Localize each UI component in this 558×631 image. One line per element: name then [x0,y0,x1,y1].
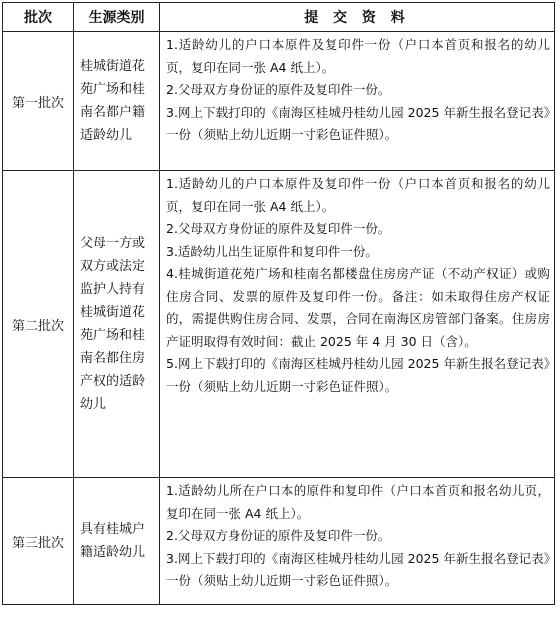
requirements-cell [160,171,555,478]
table-row [3,478,555,605]
batch-cell: 第一批次 [3,32,74,171]
requirements-cell [160,32,555,171]
table-header-row [3,3,555,32]
table-row [3,32,555,171]
enrollment-document [2,2,554,605]
requirement-item: 3.网上下载打印的《南海区桂城丹桂幼儿园 2025 年新生报名登记表》一份（须贴上幼儿近期一寸彩色证件照）。 [166,104,550,142]
requirements-cell [160,478,555,605]
header-category: 生源类别 [74,3,160,32]
requirement-item: 1.适龄幼儿的户口本原件及复印件一份（户口本首页和报名的幼儿页，复印在同一张 A4 纸上）。 [166,37,550,75]
requirement-item: 2.父母双方身份证的原件及复印件一份。 [166,82,391,97]
requirement-item: 3.适龄幼儿出生证原件和复印件一份。 [166,243,378,259]
requirement-item: 5.网上下载打印的《南海区桂城丹桂幼儿园 2025 年新生报名登记表》一份（须贴上幼儿近期一寸彩色证件照）。 [166,356,550,394]
category-cell: 父母一方或双方或法定监护人持有桂城街道花苑广场和桂南名都住房产权的适龄幼儿 [74,171,160,478]
requirement-item: 1.适龄幼儿所在户口本的原件和复印件（户口本首页和报名幼儿页，复印在同一张 A4 纸上）。 [166,483,550,521]
batch-cell: 第二批次 [3,171,74,478]
batch-cell: 第三批次 [3,478,74,605]
requirement-item: 3.网上下载打印的《南海区桂城丹桂幼儿园 2025 年新生报名登记表》一份（须贴上幼儿近期一寸彩色证件照）。 [166,550,550,588]
category-cell: 桂城街道花苑广场和桂南名都户籍适龄幼儿 [74,32,160,171]
table-row [3,171,555,478]
enrollment-requirements-table [2,2,555,605]
requirement-item: 4.桂城街道花苑广场和桂南名都楼盘住房房产证（不动产权证）或购住房合同、发票的原件及复印件一份。备注：如未取得住房产权证的，需提供购住房合同、发票，合同在南海区房管部门备案。住房房产证明取得有效时间：截止 2025 年 4 月 30 日（含）。 [166,266,550,349]
category-cell: 具有桂城户籍适龄幼儿 [74,478,160,605]
header-materials: 提 交 资 料 [160,3,555,32]
requirement-item: 2.父母双方身份证的原件及复印件一份。 [166,221,391,236]
requirement-item: 2.父母双方身份证的原件及复印件一份。 [166,528,391,543]
header-batch: 批次 [3,3,74,32]
requirement-item: 1.适龄幼儿的户口本原件及复印件一份（户口本首页和报名的幼儿页，复印在同一张 A4 纸上）。 [166,176,550,214]
